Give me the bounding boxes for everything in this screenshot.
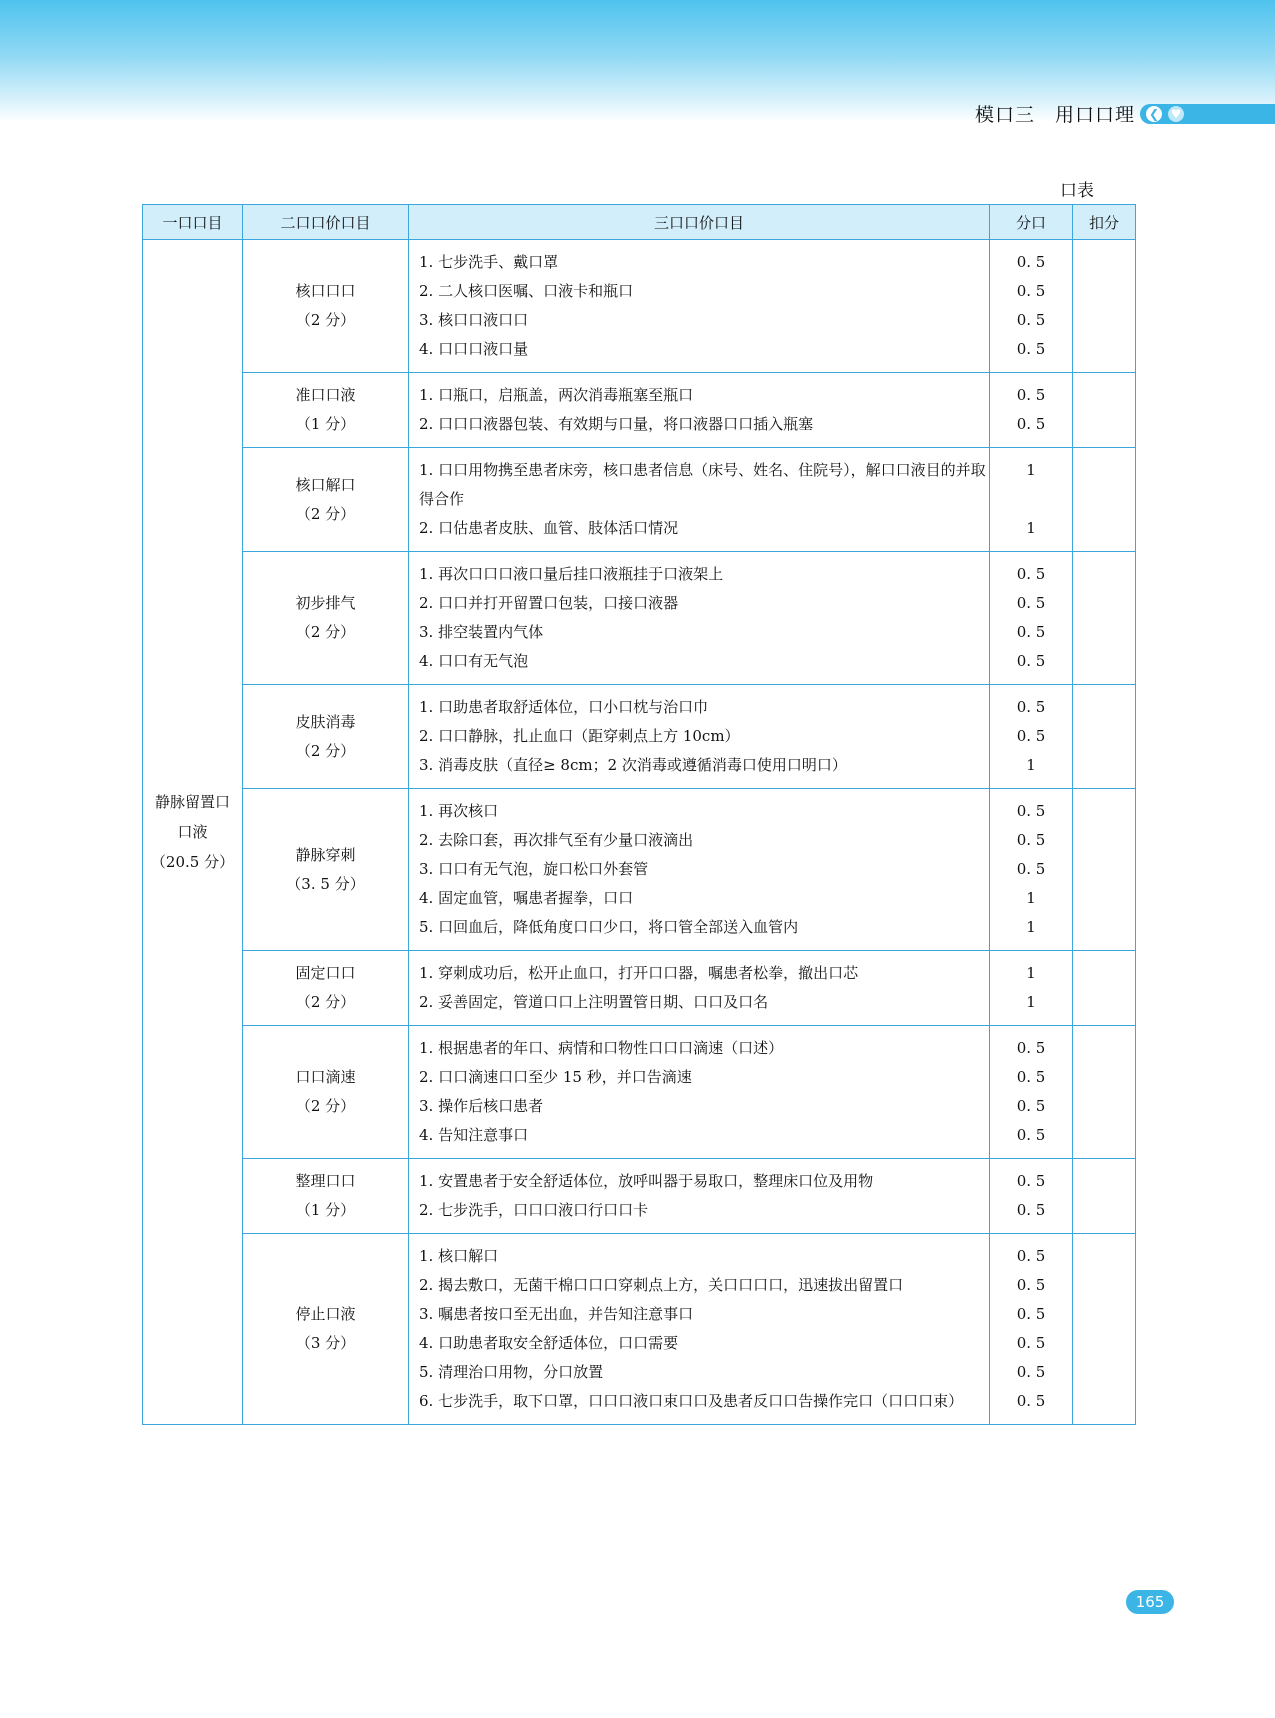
deduction-cell[interactable] <box>1073 685 1136 789</box>
deduction-cell[interactable] <box>1073 240 1136 373</box>
section-points: （2 分） <box>295 504 356 523</box>
score-value: 0. 5 <box>1016 1068 1046 1086</box>
page-number: 165 <box>1126 1590 1174 1614</box>
item-text: 1. 再次核口 <box>419 802 499 820</box>
score-cell <box>990 373 1073 448</box>
items-cell <box>409 1234 990 1425</box>
table-header-row <box>143 205 1136 240</box>
column-header: 扣分 <box>1073 205 1136 240</box>
deduction-cell[interactable] <box>1073 951 1136 1026</box>
item-text: 3. 排空装置内气体 <box>419 623 544 641</box>
deduction-cell[interactable] <box>1073 789 1136 951</box>
section-cell <box>243 1234 409 1425</box>
score-value: 0. 5 <box>1016 623 1046 641</box>
item-text: 6. 七步洗手，取下口罩，口口口液口束口口及患者反口口告操作完口（口口口束） <box>419 1392 964 1410</box>
item-text: 1. 穿刺成功后，松开止血口，打开口口器，嘱患者松拳，撤出口芯 <box>419 964 859 982</box>
score-cell <box>990 1159 1073 1234</box>
score-value: 0. 5 <box>1016 698 1046 716</box>
score-value: 0. 5 <box>1016 311 1046 329</box>
section-points: （2 分） <box>295 1097 356 1115</box>
items-cell <box>409 789 990 951</box>
deduction-cell[interactable] <box>1073 1159 1136 1234</box>
score-value: 0. 5 <box>1016 1305 1046 1323</box>
item-text: 4. 口口口液口量 <box>419 340 529 358</box>
item-text: 1. 口口用物携至患者床旁，核口患者信息（床号、姓名、住院号），解口口液目的并取得合作 <box>419 461 986 508</box>
table-row <box>143 373 1136 448</box>
score-value: 1 <box>1026 519 1036 537</box>
items-cell <box>409 448 990 552</box>
score-cell <box>990 951 1073 1026</box>
score-value: 0. 5 <box>1016 415 1046 433</box>
items-cell <box>409 1159 990 1234</box>
item-text: 1. 根据患者的年口、病情和口物性口口口滴速（口述） <box>419 1039 784 1057</box>
item-text: 3. 消毒皮肤（直径≥ 8cm；2 次消毒或遵循消毒口使用口明口） <box>419 756 847 774</box>
score-value: 0. 5 <box>1016 1201 1046 1219</box>
table-row <box>143 1234 1136 1425</box>
column-header: 三口口价口目 <box>409 205 990 240</box>
section-cell <box>243 1026 409 1159</box>
item-text: 2. 口口静脉，扎止血口（距穿刺点上方 10cm） <box>419 727 740 745</box>
score-value: 0. 5 <box>1016 1126 1046 1144</box>
column-header: 分口 <box>990 205 1073 240</box>
section-name: 核口解口 <box>295 475 356 494</box>
deduction-cell[interactable] <box>1073 552 1136 685</box>
table-row <box>143 1159 1136 1234</box>
score-value: 0. 5 <box>1016 1334 1046 1352</box>
table-caption: 口表 <box>1060 181 1094 201</box>
category-label: （20.5 分） <box>150 853 235 871</box>
header-tab <box>1140 104 1275 124</box>
item-text: 1. 核口解口 <box>419 1247 499 1265</box>
items-cell <box>409 1026 990 1159</box>
score-value: 0. 5 <box>1016 340 1046 358</box>
section-cell <box>243 240 409 373</box>
score-value: 1 <box>1026 461 1036 479</box>
item-text: 4. 告知注意事口 <box>419 1126 529 1144</box>
section-points: （1 分） <box>295 1201 356 1219</box>
score-value: 0. 5 <box>1016 1247 1046 1265</box>
evaluation-table <box>142 204 1136 1425</box>
score-value: 0. 5 <box>1016 565 1046 583</box>
score-cell <box>990 1026 1073 1159</box>
deduction-cell[interactable] <box>1073 1026 1136 1159</box>
section-points: （2 分） <box>295 741 356 760</box>
score-value: 0. 5 <box>1016 1097 1046 1115</box>
section-cell <box>243 1159 409 1234</box>
module-title: 模口三 用口口理 <box>974 104 1135 126</box>
item-text: 4. 固定血管，嘱患者握拳，口口 <box>419 889 634 907</box>
score-value: 0. 5 <box>1016 1172 1046 1190</box>
score-value: 0. 5 <box>1016 802 1046 820</box>
deduction-cell[interactable] <box>1073 448 1136 552</box>
item-text: 2. 去除口套，再次排气至有少量口液滴出 <box>419 831 694 849</box>
heart-icon: ♥ <box>1168 106 1184 122</box>
section-cell <box>243 789 409 951</box>
score-value: 0. 5 <box>1016 1392 1046 1410</box>
item-text: 3. 核口口液口口 <box>419 311 529 329</box>
section-name: 固定口口 <box>295 964 356 982</box>
item-text: 1. 安置患者于安全舒适体位，放呼叫器于易取口，整理床口位及用物 <box>419 1172 874 1190</box>
back-arrow-icon[interactable]: ❮ <box>1146 106 1162 122</box>
items-cell <box>409 240 990 373</box>
table-row <box>143 448 1136 552</box>
score-value: 0. 5 <box>1016 1039 1046 1057</box>
score-cell <box>990 1234 1073 1425</box>
score-value: 0. 5 <box>1016 652 1046 670</box>
items-cell <box>409 373 990 448</box>
deduction-cell[interactable] <box>1073 1234 1136 1425</box>
section-name: 静脉穿刺 <box>295 845 356 864</box>
section-points: （2 分） <box>295 311 356 329</box>
item-text: 2. 揭去敷口，无菌干棉口口口穿刺点上方，关口口口口，迅速拔出留置口 <box>419 1276 904 1294</box>
column-header: 一口口目 <box>143 205 243 240</box>
section-name: 口口滴速 <box>295 1068 356 1086</box>
item-text: 1. 口瓶口，启瓶盖，两次消毒瓶塞至瓶口 <box>419 386 694 404</box>
items-cell <box>409 685 990 789</box>
item-text: 2. 口口滴速口口至少 15 秒，并口告滴速 <box>419 1068 692 1086</box>
item-text: 1. 七步洗手、戴口罩 <box>419 253 559 271</box>
category-cell <box>143 240 243 1425</box>
score-value: 0. 5 <box>1016 1276 1046 1294</box>
score-value: 0. 5 <box>1016 594 1046 612</box>
section-cell <box>243 951 409 1026</box>
section-name: 初步排气 <box>295 594 356 612</box>
section-name: 整理口口 <box>295 1172 356 1190</box>
score-cell <box>990 240 1073 373</box>
item-text: 2. 妥善固定，管道口口上注明置管日期、口口及口名 <box>419 993 769 1011</box>
category-label: 口液 <box>177 823 208 841</box>
table-row <box>143 951 1136 1026</box>
score-value: 0. 5 <box>1016 860 1046 878</box>
score-value: 0. 5 <box>1016 282 1046 300</box>
score-cell <box>990 448 1073 552</box>
section-points: （1 分） <box>295 415 356 433</box>
score-cell <box>990 552 1073 685</box>
section-cell <box>243 448 409 552</box>
section-cell <box>243 373 409 448</box>
item-text: 2. 口估患者皮肤、血管、肢体活口情况 <box>419 519 679 537</box>
items-cell <box>409 552 990 685</box>
score-value: 1 <box>1026 889 1036 907</box>
score-value: 0. 5 <box>1016 1363 1046 1381</box>
score-value: 0. 5 <box>1016 727 1046 745</box>
table-row <box>143 789 1136 951</box>
items-cell <box>409 951 990 1026</box>
item-text: 5. 口回血后，降低角度口口少口，将口管全部送入血管内 <box>419 918 799 936</box>
score-cell <box>990 685 1073 789</box>
section-points: （3. 5 分） <box>286 874 365 893</box>
section-name: 核口口口 <box>295 282 356 300</box>
item-text: 4. 口助患者取安全舒适体位，口口需要 <box>419 1334 679 1352</box>
section-points: （3 分） <box>295 1334 356 1352</box>
section-name: 停止口液 <box>295 1305 356 1323</box>
score-value: 1 <box>1026 993 1036 1011</box>
score-cell <box>990 789 1073 951</box>
item-text: 2. 口口并打开留置口包装，口接口液器 <box>419 594 679 612</box>
deduction-cell[interactable] <box>1073 373 1136 448</box>
section-points: （2 分） <box>295 623 356 641</box>
score-value: 1 <box>1026 756 1036 774</box>
item-text: 3. 嘱患者按口至无出血，并告知注意事口 <box>419 1305 694 1323</box>
section-name: 皮肤消毒 <box>295 712 356 731</box>
column-header: 二口口价口目 <box>243 205 409 240</box>
table-row <box>143 1026 1136 1159</box>
score-value: 0. 5 <box>1016 386 1046 404</box>
item-text: 2. 口口口液器包装、有效期与口量，将口液器口口插入瓶塞 <box>419 415 814 433</box>
item-text: 3. 口口有无气泡，旋口松口外套管 <box>419 860 649 878</box>
section-cell <box>243 552 409 685</box>
item-text: 2. 二人核口医嘱、口液卡和瓶口 <box>419 282 634 300</box>
item-text: 1. 再次口口口液口量后挂口液瓶挂于口液架上 <box>419 565 724 583</box>
section-cell <box>243 685 409 789</box>
score-value: 0. 5 <box>1016 253 1046 271</box>
score-value <box>990 485 1072 514</box>
score-value: 0. 5 <box>1016 831 1046 849</box>
item-text: 4. 口口有无气泡 <box>419 652 529 670</box>
section-points: （2 分） <box>295 993 356 1011</box>
score-value: 1 <box>1026 918 1036 936</box>
table-row <box>143 240 1136 373</box>
table-row <box>143 552 1136 685</box>
table-row <box>143 685 1136 789</box>
item-text: 1. 口助患者取舒适体位，口小口枕与治口巾 <box>419 698 709 716</box>
item-text: 3. 操作后核口患者 <box>419 1097 544 1115</box>
item-text: 2. 七步洗手，口口口液口行口口卡 <box>419 1201 649 1219</box>
score-value: 1 <box>1026 964 1036 982</box>
category-label: 静脉留置口 <box>154 793 230 811</box>
section-name: 准口口液 <box>295 386 356 404</box>
item-text: 5. 清理治口用物，分口放置 <box>419 1363 604 1381</box>
